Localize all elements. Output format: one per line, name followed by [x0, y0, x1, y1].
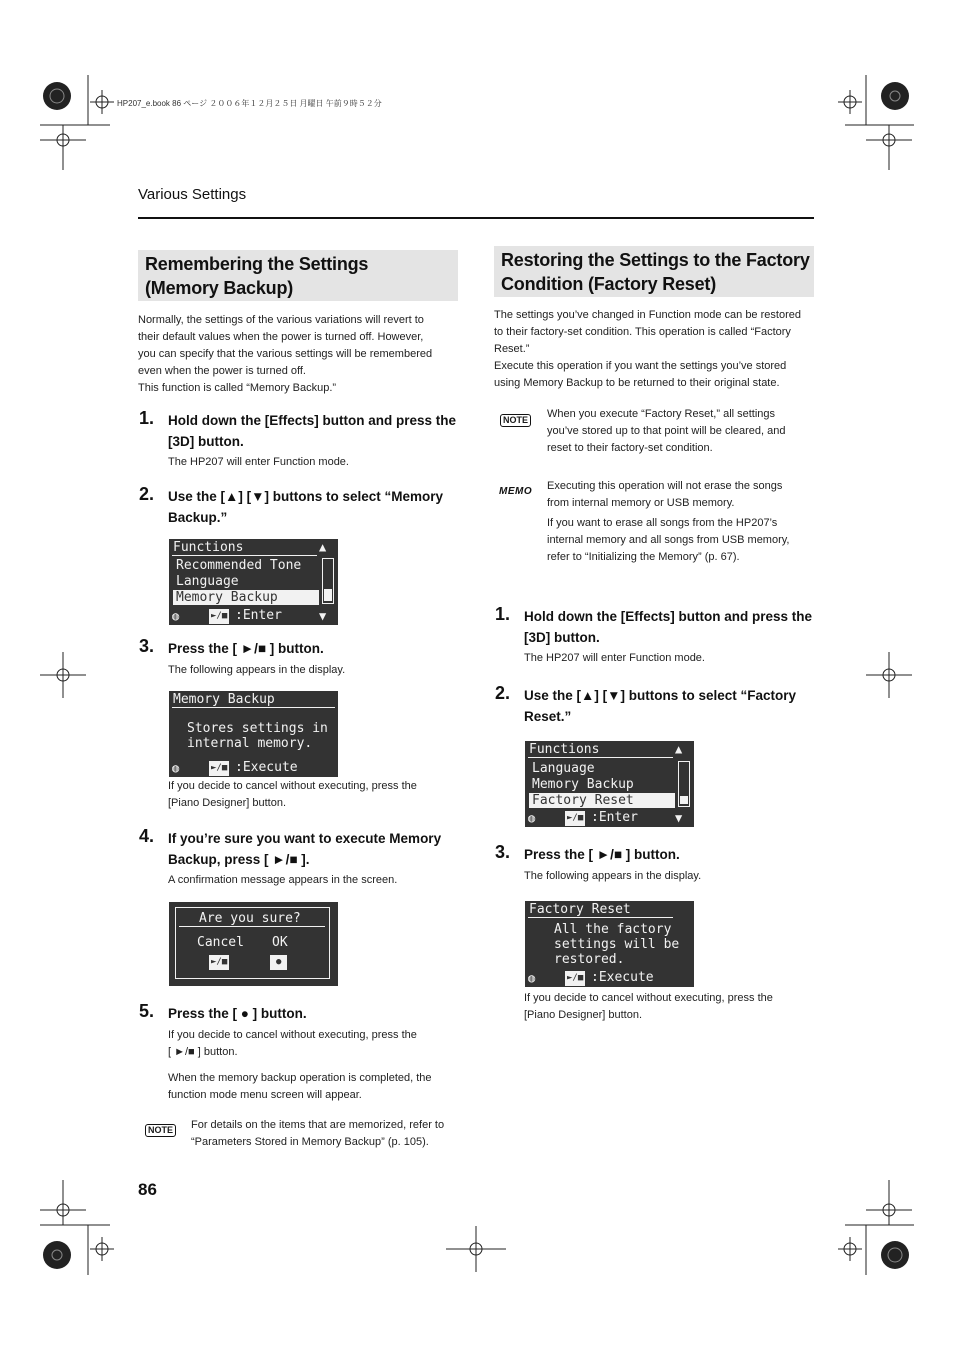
text-line: you’ve stored up to that point will be cleared, and — [547, 425, 786, 437]
step-description: The following appears in the display. — [524, 870, 702, 882]
intro-line: using Memory Backup to be returned to their original state. — [494, 377, 780, 389]
text-line: If you decide to cancel without executing, press the — [168, 780, 417, 792]
step-number: 3. — [495, 842, 511, 862]
lcd-menu-item-selected: Factory Reset — [529, 793, 675, 808]
lcd-footer: :Enter — [235, 608, 282, 623]
text-line: [ ►/■ ] button. — [168, 1046, 238, 1058]
lcd-message: Stores settings in — [187, 721, 328, 736]
lcd-title-underline — [172, 555, 317, 556]
lcd-title: Functions — [173, 540, 244, 555]
step-number: 2. — [495, 683, 511, 703]
lcd-title-underline — [179, 926, 325, 927]
lcd-footer: :Execute — [591, 970, 654, 985]
text-line: refer to “Initializing the Memory” (p. 67). — [547, 551, 740, 563]
play-stop-icon: ►/■ — [209, 955, 229, 970]
step-description: A confirmation message appears in the screen. — [168, 874, 398, 886]
text-line: function mode menu screen will appear. — [168, 1089, 362, 1101]
step-line: Backup, press [ ►/■ ]. — [168, 852, 310, 867]
lcd-cancel-label: Cancel — [197, 935, 244, 950]
text-line: internal memory and all songs from USB memory, — [547, 534, 790, 546]
note-text — [191, 1117, 444, 1151]
step-description: The HP207 will enter Function mode. — [168, 456, 349, 468]
step-number: 2. — [139, 484, 155, 504]
lcd-functions-menu — [525, 741, 694, 827]
print-metadata: HP207_e.book 86 ページ ２００６年１２月２５日 月曜日 午前９時５２分 — [117, 99, 382, 108]
right-intro — [494, 307, 814, 392]
right-title-line1: Restoring the Settings to the Factory — [501, 250, 810, 270]
up-arrow-icon: ▲ — [319, 540, 327, 554]
text-line: If you decide to cancel without executing, press the — [524, 992, 773, 1004]
play-stop-icon: ►/■ — [565, 811, 585, 826]
step-instruction: Press the [ ►/■ ] button. — [524, 847, 680, 862]
intro-line: even when the power is turned off. — [138, 365, 306, 377]
intro-line: you can specify that the various settings will be remembered — [138, 348, 433, 360]
text-line: When you execute “Factory Reset,” all settings — [547, 408, 776, 420]
dial-icon: ◍ — [528, 971, 536, 985]
intro-line: Reset.” — [494, 343, 530, 355]
step-line: [3D] button. — [524, 630, 600, 645]
memo-icon: MEMO — [499, 486, 533, 497]
lcd-title-underline — [528, 757, 673, 758]
play-stop-icon: ►/■ — [209, 761, 229, 776]
lcd-ok-label: OK — [272, 935, 288, 950]
dial-icon: ◍ — [172, 761, 180, 775]
record-icon: ● — [270, 955, 287, 970]
lcd-scrollbar-thumb — [324, 589, 332, 601]
step-line: Use the [▲] [▼] buttons to select “Factory — [524, 688, 796, 703]
intro-line: This function is called “Memory Backup.” — [138, 382, 337, 394]
intro-line: Normally, the settings of the various variations will revert to — [138, 314, 424, 326]
lcd-functions-menu — [169, 539, 338, 625]
lcd-factory-reset — [525, 901, 694, 987]
step-instruction: Press the [ ►/■ ] button. — [168, 641, 324, 656]
right-title-line2: Condition (Factory Reset) — [501, 274, 717, 294]
lcd-message: All the factory — [554, 922, 672, 937]
note-icon: NOTE — [500, 414, 531, 427]
text-line: [Piano Designer] button. — [524, 1009, 643, 1021]
lcd-menu-item: Language — [532, 761, 595, 776]
note-text — [547, 406, 785, 457]
note-icon: NOTE — [145, 1124, 176, 1137]
text-line: When the memory backup operation is completed, the — [168, 1072, 432, 1084]
step-description — [168, 1070, 432, 1104]
step-instruction — [168, 828, 441, 870]
lcd-title-underline — [528, 917, 673, 918]
lcd-message: restored. — [554, 952, 625, 967]
step-number: 4. — [139, 826, 155, 846]
text-line: If you want to erase all songs from the HP207’s — [547, 517, 778, 529]
left-title-line1: Remembering the Settings — [145, 254, 369, 274]
lcd-title: Memory Backup — [173, 692, 275, 707]
lcd-title: Factory Reset — [529, 902, 631, 917]
dial-icon: ◍ — [528, 811, 536, 825]
step-instruction — [168, 486, 443, 528]
step-line: If you’re sure you want to execute Memory — [168, 831, 442, 846]
step-description: The HP207 will enter Function mode. — [524, 652, 705, 664]
play-stop-icon: ►/■ — [565, 971, 585, 986]
intro-line: their default values when the power is turned off. However, — [138, 331, 424, 343]
lcd-title-underline — [172, 707, 335, 708]
memo-text — [547, 515, 790, 566]
step-number: 5. — [139, 1001, 155, 1021]
down-arrow-icon: ▼ — [319, 609, 327, 623]
play-stop-icon: ►/■ — [209, 609, 229, 624]
step-instruction — [524, 606, 812, 648]
page-number: 86 — [138, 1180, 157, 1199]
cancel-note — [524, 990, 773, 1024]
lcd-confirmation — [169, 902, 338, 986]
lcd-footer: :Execute — [235, 760, 298, 775]
step-number: 1. — [139, 408, 155, 428]
step-instruction — [168, 410, 456, 452]
step-instruction: Press the [ ● ] button. — [168, 1006, 307, 1021]
step-description: The following appears in the display. — [168, 664, 346, 676]
up-arrow-icon: ▲ — [675, 742, 683, 756]
lcd-message: internal memory. — [187, 736, 313, 751]
lcd-footer: :Enter — [591, 810, 638, 825]
step-instruction — [524, 685, 796, 727]
step-line: Use the [▲] [▼] buttons to select “Memory — [168, 489, 443, 504]
step-description — [168, 1027, 417, 1061]
left-title-line2: (Memory Backup) — [145, 278, 294, 298]
lcd-menu-item-selected: Memory Backup — [173, 590, 319, 605]
lcd-scrollbar-thumb — [680, 796, 688, 804]
lcd-menu-item: Recommended Tone — [176, 558, 302, 573]
text-line: If you decide to cancel without executing, press the — [168, 1029, 417, 1041]
step-number: 1. — [495, 604, 511, 624]
left-intro — [138, 312, 458, 397]
header-divider — [138, 217, 814, 219]
intro-line: Execute this operation if you want the settings you’ve stored — [494, 360, 787, 372]
lcd-menu-item: Memory Backup — [532, 777, 634, 792]
step-number: 3. — [139, 636, 155, 656]
text-line: For details on the items that are memorized, refer to — [191, 1119, 445, 1131]
lcd-memory-backup — [169, 691, 338, 777]
intro-line: to their factory-set condition. This operation is called “Factory — [494, 326, 791, 338]
memo-text — [547, 478, 782, 512]
running-head: Various Settings — [138, 186, 247, 203]
text-line: reset to their factory-set condition. — [547, 442, 713, 454]
step-line: Hold down the [Effects] button and press the — [168, 413, 456, 428]
text-line: [Piano Designer] button. — [168, 797, 287, 809]
text-line: from internal memory or USB memory. — [547, 497, 735, 509]
text-line: Executing this operation will not erase the songs — [547, 480, 783, 492]
down-arrow-icon: ▼ — [675, 811, 683, 825]
step-line: Reset.” — [524, 709, 572, 724]
lcd-title: Functions — [529, 742, 600, 757]
cancel-note — [168, 778, 417, 812]
step-line: Backup.” — [168, 510, 228, 525]
dial-icon: ◍ — [172, 609, 180, 623]
lcd-menu-item: Language — [176, 574, 239, 589]
right-section-heading — [494, 246, 814, 297]
lcd-message: settings will be — [554, 937, 680, 952]
step-line: [3D] button. — [168, 434, 244, 449]
left-section-heading — [138, 250, 458, 301]
intro-line: The settings you’ve changed in Function mode can be restored — [494, 309, 801, 321]
step-line: Hold down the [Effects] button and press the — [524, 609, 812, 624]
text-line: “Parameters Stored in Memory Backup” (p. 105). — [191, 1136, 429, 1148]
lcd-title: Are you sure? — [199, 911, 301, 926]
